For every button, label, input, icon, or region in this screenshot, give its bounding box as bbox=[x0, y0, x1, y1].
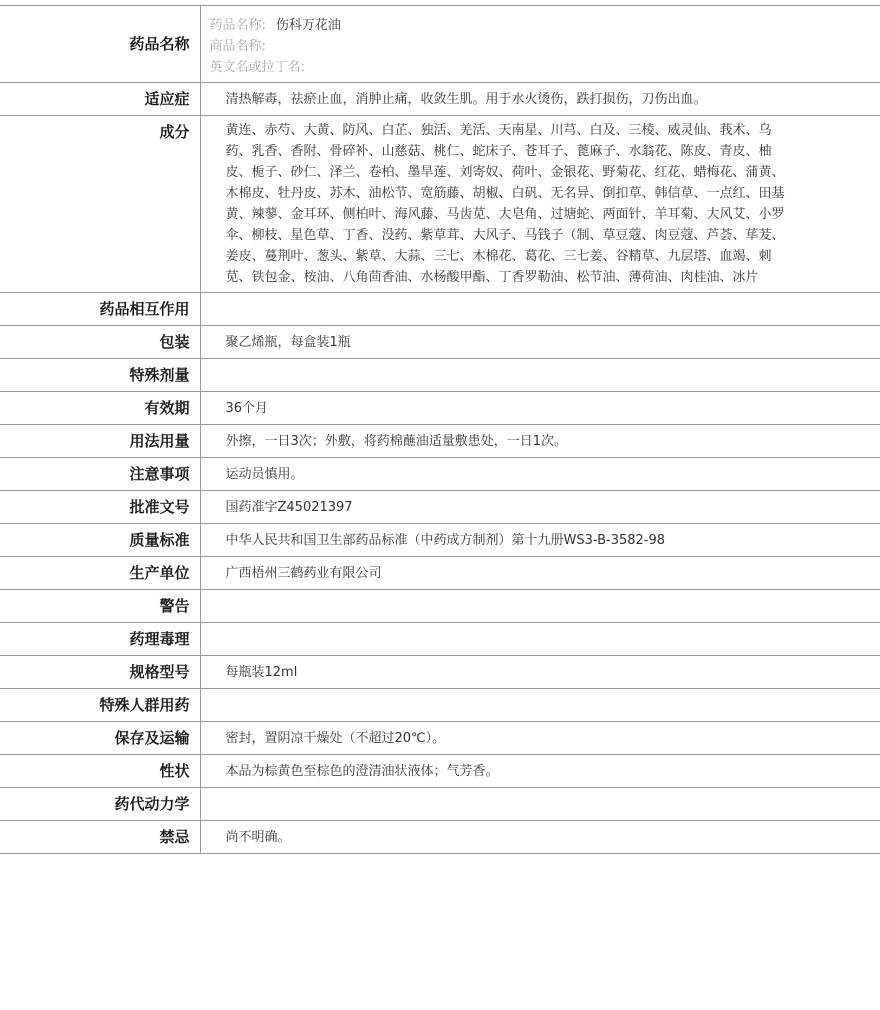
row-label: 保存及运输 bbox=[0, 722, 200, 755]
row-shelf-life bbox=[0, 392, 880, 425]
row-approval-number bbox=[0, 491, 880, 524]
row-precautions bbox=[0, 458, 880, 491]
row-pharmacokinetics bbox=[0, 788, 880, 821]
generic-name-line bbox=[210, 15, 789, 36]
row-label: 质量标准 bbox=[0, 524, 200, 557]
row-value: 黄连、赤芍、大黄、防风、白芷、独活、羌活、天南星、川芎、白及、三棱、威灵仙、莪术、乌药、乳香、香附、骨碎补、山慈菇、桃仁、蛇床子、苍耳子、蓖麻子、水翁花、陈皮、青皮、柚皮、栀子、砂仁、泽兰、卷柏、墨旱莲、刘寄奴、荷叶、金银花、野菊花、红花、蜡梅花、蒲黄、木棉皮、牡丹皮、苏木、油松节、宽筋藤、胡椒、白矾、无名异、倒扣草、韩信草、一点红、田基黄、辣蓼、金耳环、侧柏叶、海风藤、马齿苋、大皂角、过塘蛇、两面针、羊耳菊、大风艾、小罗伞、柳枝、星色草、丁香、没药、紫草茸、大风子、马钱子（制、草豆蔻、肉豆蔻、芦荟、荜茇、姜皮、蔓荆叶、葱头、紫草、大蒜、三七、木棉花、葛花、三七姜、谷精草、九层塔、血竭、刺苋、铁包金、桉油、八角茴香油、水杨酸甲酯、丁香罗勒油、松节油、薄荷油、肉桂油、冰片 bbox=[200, 116, 880, 293]
row-label: 特殊人群用药 bbox=[0, 689, 200, 722]
row-pharmacology bbox=[0, 623, 880, 656]
drug-names-cell bbox=[200, 6, 880, 83]
row-value bbox=[200, 590, 880, 623]
row-value bbox=[200, 293, 880, 326]
row-label: 注意事项 bbox=[0, 458, 200, 491]
row-label: 特殊剂量 bbox=[0, 359, 200, 392]
row-value bbox=[200, 689, 880, 722]
row-value bbox=[200, 623, 880, 656]
row-interactions bbox=[0, 293, 880, 326]
drug-info-body bbox=[0, 6, 880, 854]
row-value: 运动员慎用。 bbox=[200, 458, 880, 491]
row-special-dosage bbox=[0, 359, 880, 392]
row-label: 警告 bbox=[0, 590, 200, 623]
row-label: 禁忌 bbox=[0, 821, 200, 854]
row-appearance bbox=[0, 755, 880, 788]
row-label: 成分 bbox=[0, 116, 200, 293]
row-quality-standard bbox=[0, 524, 880, 557]
row-value bbox=[200, 788, 880, 821]
row-value: 密封，置阴凉干燥处（不超过20℃）。 bbox=[200, 722, 880, 755]
row-dosage bbox=[0, 425, 880, 458]
row-storage bbox=[0, 722, 880, 755]
row-indications bbox=[0, 83, 880, 116]
row-label: 有效期 bbox=[0, 392, 200, 425]
row-value: 国药准字Z45021397 bbox=[200, 491, 880, 524]
generic-name-label: 药品名称: bbox=[209, 18, 266, 33]
row-label: 用法用量 bbox=[0, 425, 200, 458]
row-contraindications bbox=[0, 821, 880, 854]
generic-name-value: 伤科万花油 bbox=[275, 18, 341, 33]
row-specification bbox=[0, 656, 880, 689]
row-special-populations bbox=[0, 689, 880, 722]
row-label: 批准文号 bbox=[0, 491, 200, 524]
row-label: 药品相互作用 bbox=[0, 293, 200, 326]
row-label: 规格型号 bbox=[0, 656, 200, 689]
row-value: 36个月 bbox=[200, 392, 880, 425]
row-warning bbox=[0, 590, 880, 623]
trade-name-label: 商品名称: bbox=[209, 39, 266, 54]
row-label: 包装 bbox=[0, 326, 200, 359]
row-label: 药代动力学 bbox=[0, 788, 200, 821]
row-value: 尚不明确。 bbox=[200, 821, 880, 854]
row-value: 中华人民共和国卫生部药品标准（中药成方制剂）第十九册WS3-B-3582-98 bbox=[200, 524, 880, 557]
row-value: 本品为棕黄色至棕色的澄清油状液体；气芳香。 bbox=[200, 755, 880, 788]
row-label: 药品名称 bbox=[0, 6, 200, 83]
row-label: 生产单位 bbox=[0, 557, 200, 590]
row-packaging bbox=[0, 326, 880, 359]
row-value bbox=[200, 359, 880, 392]
row-ingredients bbox=[0, 116, 880, 293]
latin-name-label: 英文名或拉丁名: bbox=[209, 60, 305, 75]
row-label: 药理毒理 bbox=[0, 623, 200, 656]
row-value: 广西梧州三鹤药业有限公司 bbox=[200, 557, 880, 590]
row-value: 清热解毒，祛瘀止血，消肿止痛，收敛生肌。用于水火烫伤，跌打损伤，刀伤出血。 bbox=[200, 83, 880, 116]
row-value: 每瓶装12ml bbox=[200, 656, 880, 689]
drug-info-table bbox=[0, 5, 880, 854]
row-label: 性状 bbox=[0, 755, 200, 788]
row-value: 聚乙烯瓶，每盒装1瓶 bbox=[200, 326, 880, 359]
row-value: 外擦，一日3次；外敷，将药棉蘸油适量敷患处，一日1次。 bbox=[200, 425, 880, 458]
row-label: 适应症 bbox=[0, 83, 200, 116]
row-drug-name bbox=[0, 6, 880, 83]
row-manufacturer bbox=[0, 557, 880, 590]
